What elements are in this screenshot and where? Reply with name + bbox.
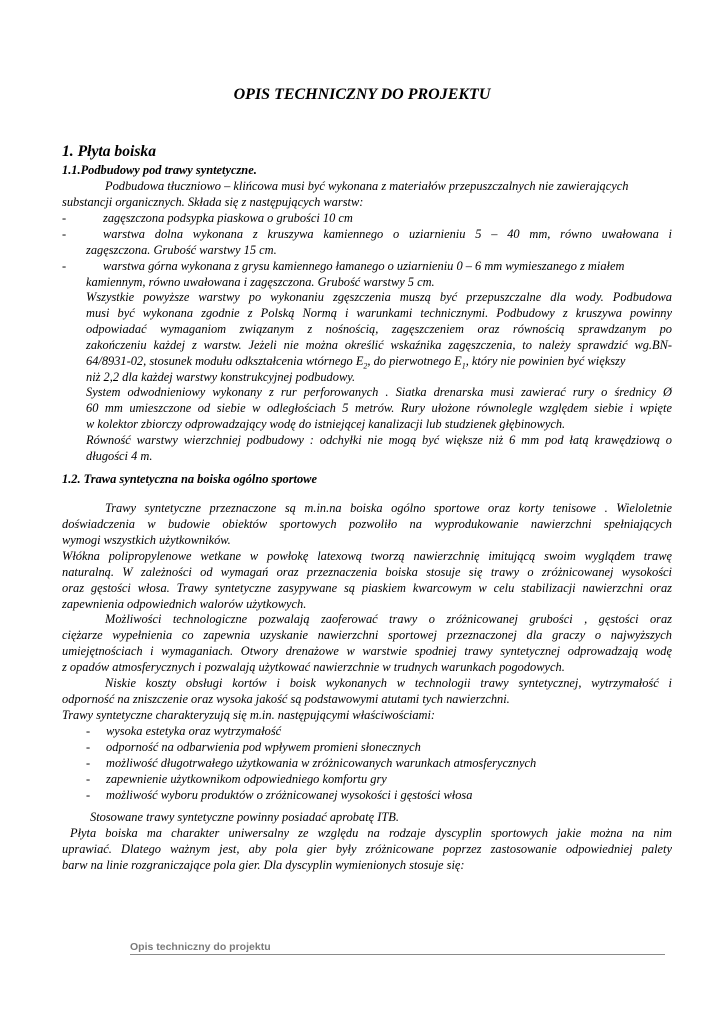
layer-item — [62, 226, 672, 259]
text-line: oraz gęstości włosa. Trawy syntetyczne zasypywane są piaskiem kwarcowym w celu stabilizacji nawierzchni oraz — [62, 580, 672, 595]
text-line: zagęszczona podsypka piaskowa o grubości 10 cm — [103, 211, 353, 225]
list-item-text: wysoka estetyka oraz wytrzymałość — [106, 724, 282, 738]
list-item-text: możliwość wyboru produktów o zróżnicowanej wysokości i gęstości włosa — [106, 787, 473, 802]
section-1-paragraph-4 — [86, 433, 672, 465]
dash-bullet: - — [86, 724, 91, 738]
list-item — [86, 740, 646, 756]
list-item — [86, 772, 646, 788]
page-footer: Opis techniczny do projektu — [130, 941, 665, 955]
text-line: zapewnienia odpowiednich walorów użytkowych. — [62, 596, 307, 611]
text-run: , do pierwotnego E — [367, 353, 462, 368]
list-item-text: możliwość długotrwałego użytkowania w zróżnicowanych warunkach atmosferycznych — [106, 755, 537, 770]
text-line: Wszystkie powyższe warstwy po wykonaniu zgęszczenia muszą być przepuszczalne dla wody. Podbudowa — [86, 290, 672, 304]
dash-bullet: - — [62, 258, 67, 273]
list-item-text: odporność na odbarwienia pod wpływem promieni słonecznych — [106, 739, 421, 754]
dash-bullet: - — [62, 226, 67, 241]
text-line: Podbudowa tłuczniowo – klińcowa musi być wykonana z materiałów przepuszczalnych nie zawierających — [105, 179, 629, 193]
section-2-paragraph-4 — [62, 676, 672, 724]
section-1-paragraph-3 — [86, 385, 672, 433]
section-1-2-heading: 1.2. Trawa syntetyczna na boiska ogólno sportowe — [62, 472, 317, 486]
section-2-paragraph-7 — [62, 826, 672, 874]
text-line: ciężarze wypełnienia co zapewnia uzyskanie nawierzchni sportowej przeznaczonej dla graczy o najwyższych — [62, 627, 672, 642]
list-item — [86, 788, 646, 804]
document-title: OPIS TECHNICZNY DO PROJEKTU — [233, 86, 491, 103]
layer-item — [62, 258, 672, 291]
text-line: Niskie koszty obsługi kortów i boisk wykonanych w technologii trawy syntetycznej, wytrzymałość i — [105, 676, 672, 690]
subscript: 1 — [461, 361, 466, 371]
list-item — [86, 756, 646, 772]
section-1-intro-paragraph — [62, 179, 672, 211]
text-line: warstwa dolna wykonana z kruszywa kamiennego o uziarnieniu 5 – 40 mm, równo uwałowana i — [103, 226, 672, 241]
text-line: Możliwości technologiczne pozwalają zaoferować trawy o zróżnicowanej grubości , gęstości oraz — [105, 612, 672, 626]
section-1-heading: 1. Płyta boiska — [62, 143, 156, 160]
text-line: odporność na zniszczenie oraz wysoka jakość są podstawowymi atutami tych nawierzchni. — [62, 691, 510, 706]
text-line: w kolektor zbiorczy odprowadzający wodę do istniejącej kanalizacji lub studzienek głębinowych. — [86, 416, 566, 431]
text-line: Trawy syntetyczne charakteryzują się m.in. następującymi właściwościami: — [62, 707, 436, 722]
text-line: uprawiać. Dlatego ważnym jest, aby pola gier były zróżnicowane poprzez zastosowanie odpowiedniej palety — [62, 841, 672, 856]
section-1-1-heading: 1.1.Podbudowy pod trawy syntetyczne. — [62, 163, 257, 177]
dash-bullet: - — [86, 771, 91, 786]
list-item — [86, 724, 646, 740]
text-line: barw na linie rozgraniczające pola gier. Dla dyscyplin wymienionych stosuje się: — [62, 857, 465, 872]
text-line: zagęszczona. Grubość warstwy 15 cm. — [86, 242, 277, 257]
section-2-paragraph-2 — [62, 549, 672, 613]
section-2-paragraph-3 — [62, 612, 672, 676]
text-line: z opadów atmosferycznych i pozwalają użytkować nawierzchnie w trudnych warunkach pogodowych. — [62, 659, 565, 674]
itb-approval-line: Stosowane trawy syntetyczne powinny posiadać aprobatę ITB. — [90, 810, 399, 824]
text-line: odpowiadać wymaganiom związanym z nośnością, zagęszczeniem oraz równością sprawdzanym po — [86, 321, 672, 336]
section-1-paragraph-2 — [86, 290, 672, 385]
text-line: musi być wykonana zgodnie z Polską Normą i warunkami technicznymi. Podbudowy z kruszywa powinny — [86, 305, 672, 320]
text-line: kamiennym, równo uwałowana i zagęszczona. Grubość warstwy 5 cm. — [86, 274, 435, 289]
text-line: długości 4 m. — [86, 448, 153, 463]
layer-list — [62, 211, 672, 291]
dash-bullet: - — [86, 739, 91, 754]
layer-item — [62, 211, 672, 227]
text-line: 60 mm umieszczone od siebie w odległościach 5 metrów. Rury ułożone równolegle względem siebie i wpięte — [86, 400, 672, 415]
text-line: wymogi wszystkich użytkowników. — [62, 532, 231, 547]
modulus-line — [86, 354, 672, 370]
text-line: System odwodnieniowy wykonany z rur perforowanych . Siatka drenarska musi zawierać rury o średnicy Ø — [86, 385, 672, 399]
subscript: 2 — [363, 361, 368, 371]
text-line: Trawy syntetyczne przeznaczone są m.in.na boiska ogólno sportowe oraz korty tenisowe . Wieloletnie — [105, 501, 672, 515]
features-list — [86, 724, 646, 804]
dash-bullet: - — [62, 211, 67, 225]
text-run: 64/8931-02, stosunek modułu odkształcenia wtórnego E — [86, 353, 364, 368]
text-line: naturalną. W zależności od wymagań oraz przeznaczenia boiska stosuje się trawy o zróżnicowanej wysokości — [62, 564, 672, 579]
text-line: zakończeniu każdej z warstw. Jeżeli nie można określić wskaźnika zagęszczenia, to należy sprawdzić wg.BN- — [86, 337, 672, 352]
text-run: , który nie powinien być większy — [465, 353, 626, 368]
text-line: niż 2,2 dla każdej warstwy konstrukcyjnej podbudowy. — [86, 369, 356, 384]
text-line: Płyta boiska ma charakter uniwersalny ze względu na rodzaje dyscyplin sportowych jakie można na nim — [70, 826, 672, 840]
dash-bullet: - — [86, 755, 91, 770]
text-line: Włókna polipropylenowe wetkane w powłokę latexową tworzą nawierzchnię imitującą swoim wyglądem trawę — [62, 549, 672, 563]
dash-bullet: - — [86, 787, 91, 802]
section-2-paragraph-1 — [62, 501, 672, 549]
list-item-text: zapewnienie użytkownikom odpowiedniego komfortu gry — [106, 771, 387, 786]
text-line: warstwa górna wykonana z grysu kamiennego łamanego o uziarnieniu 0 – 6 mm wymieszanego z miałem — [103, 258, 625, 273]
text-line: doświadczenia w budowie obiektów sportowych pozwoliło na wyprodukowanie nawierzchni spełniających — [62, 516, 672, 531]
text-line: substancji organicznych. Składa się z następujących warstw: — [62, 194, 364, 209]
text-line: umiejętnościach i wymaganiach. Otwory drenażowe w warstwie spodniej trawy syntetycznej odprowadzają wodę — [62, 643, 672, 658]
text-line: Równość warstwy wierzchniej podbudowy : odchyłki nie mogą być większe niż 6 mm pod łatą krawędziową o — [86, 433, 672, 447]
